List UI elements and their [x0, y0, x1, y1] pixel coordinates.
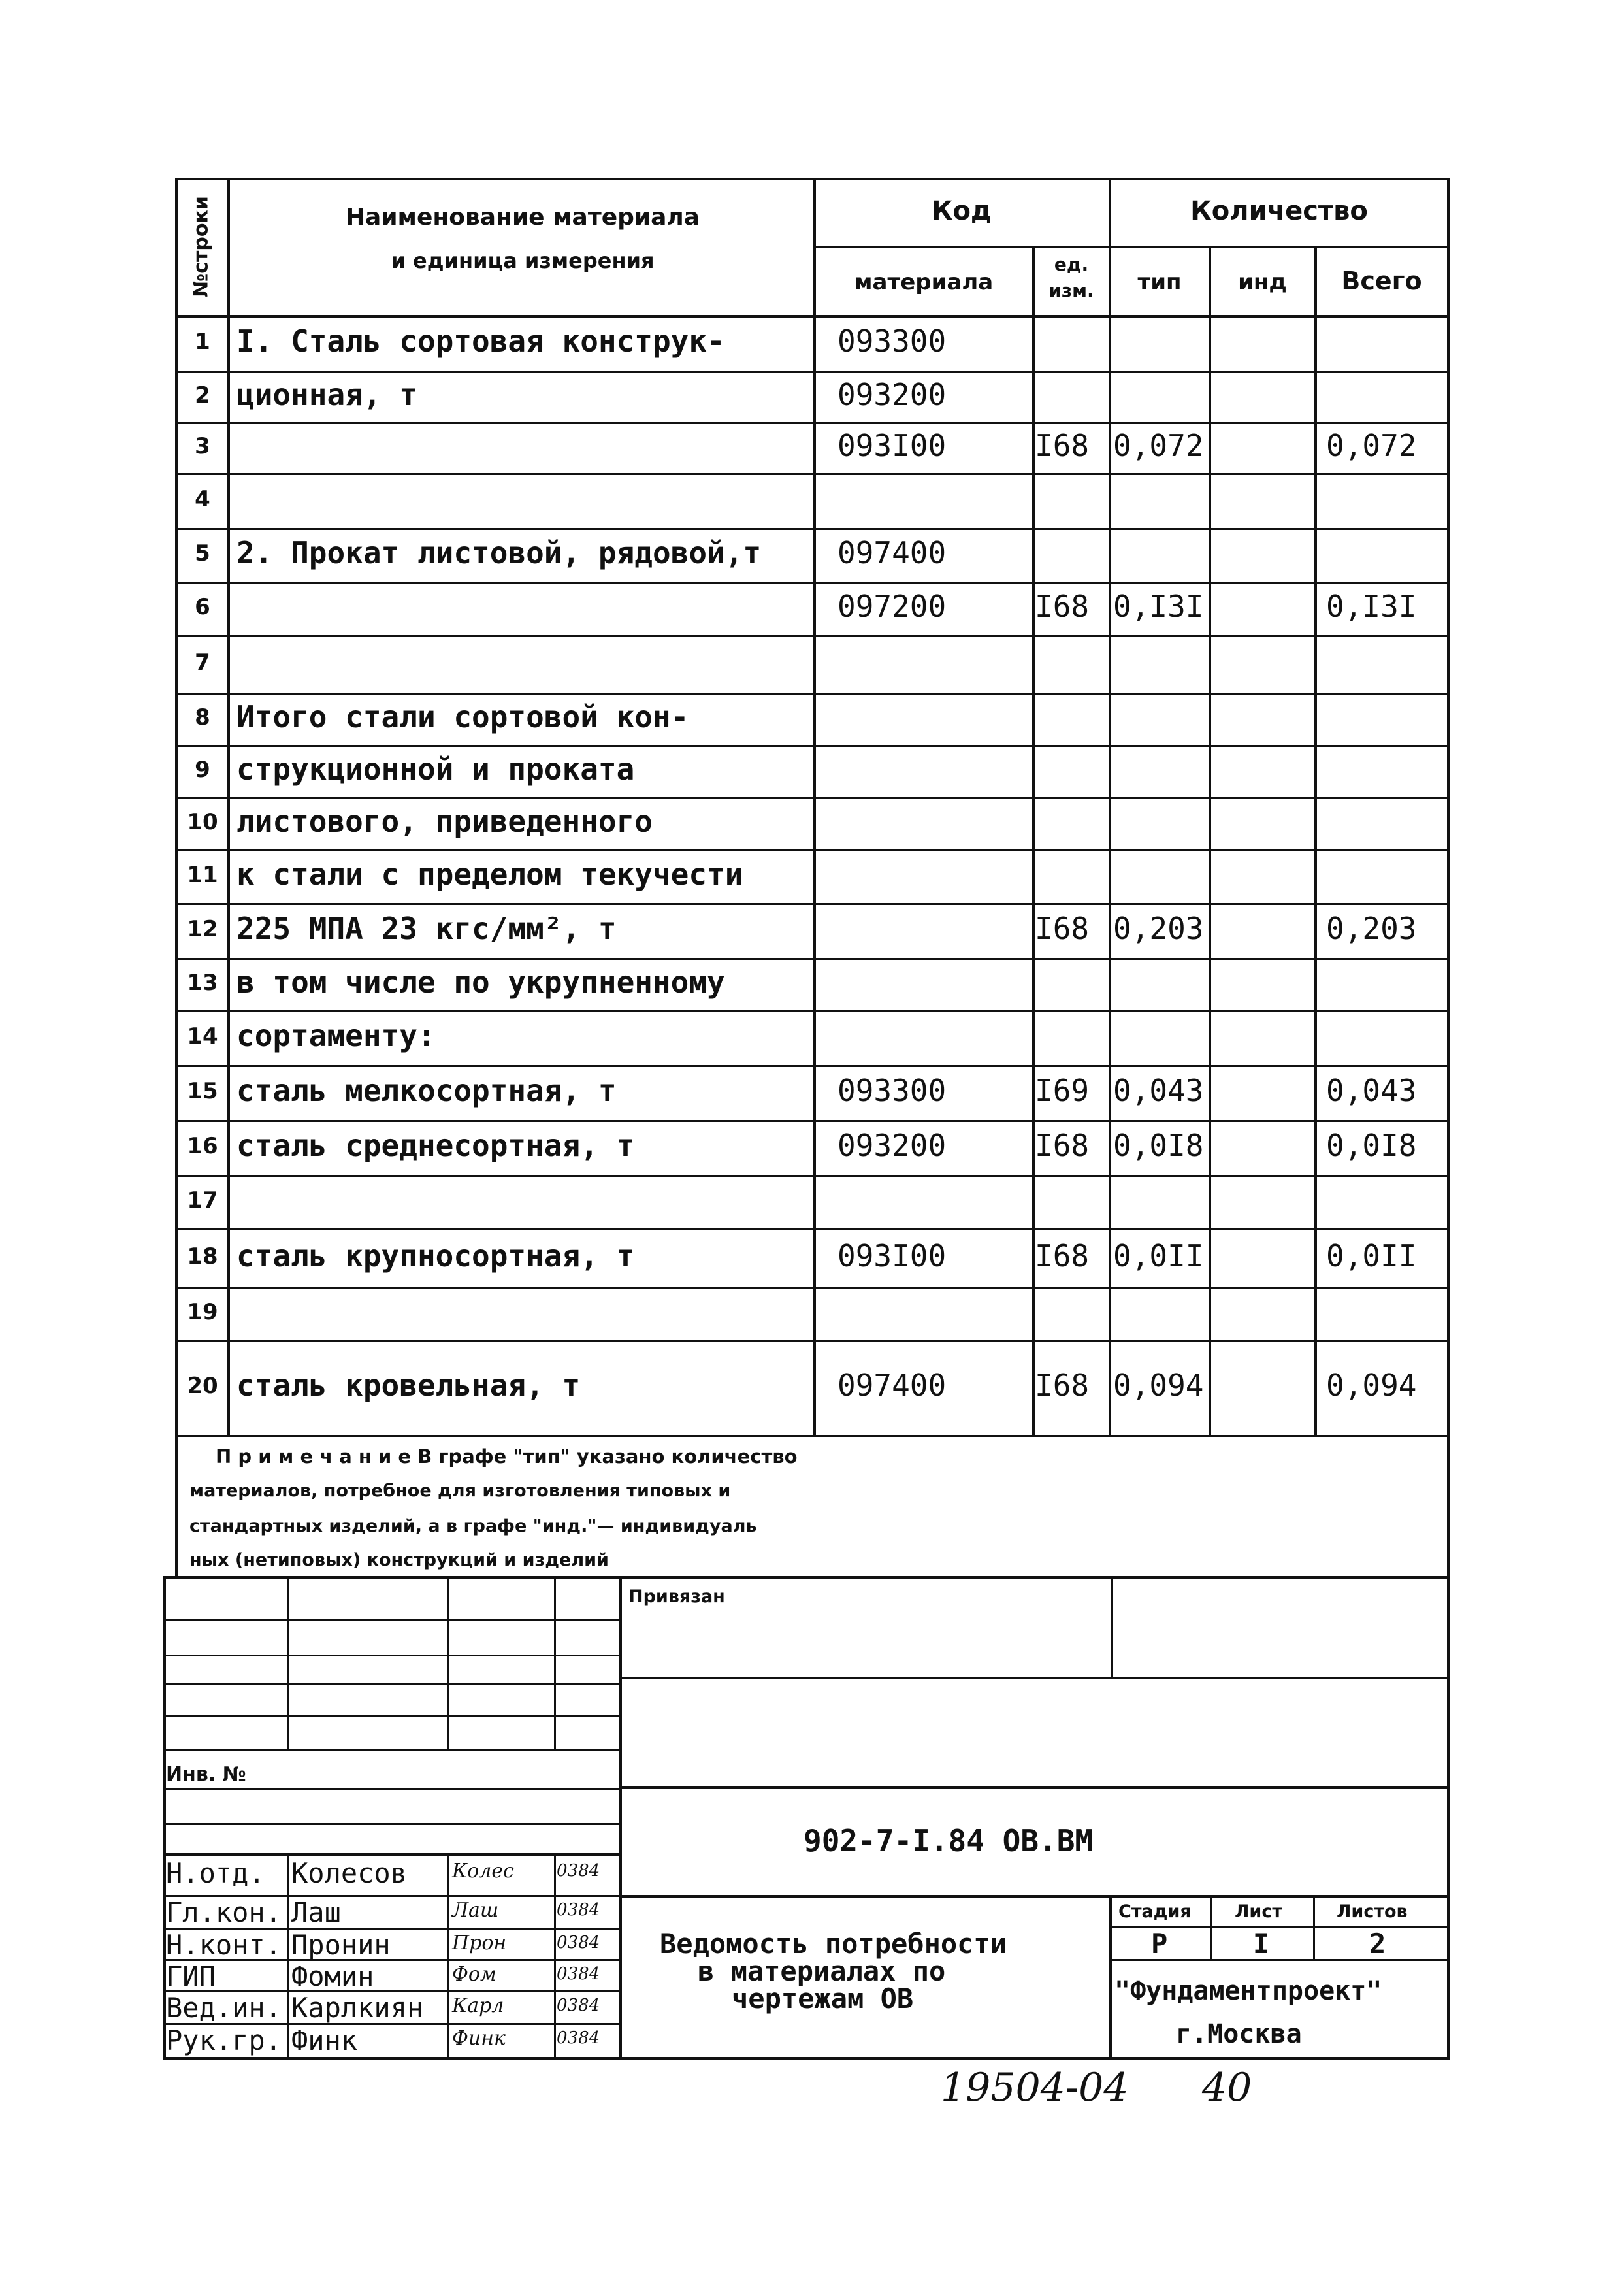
sheets-value: 2	[1369, 1928, 1386, 1960]
unit-code: I68	[1035, 428, 1090, 463]
material-code: 093I00	[837, 428, 947, 463]
quantity-type: 0,0I8	[1113, 1128, 1204, 1163]
material-code: 093300	[837, 323, 947, 359]
row-number: 15	[187, 1078, 218, 1104]
material-code: 093I00	[837, 1238, 947, 1274]
signature: Колес	[452, 1860, 514, 1883]
signature: Прон	[452, 1932, 507, 1954]
name-header-line1: Наименование материала	[345, 204, 700, 231]
stage-value: Р	[1151, 1928, 1168, 1960]
quantity-header: Количество	[1190, 196, 1368, 226]
unit-code: I68	[1035, 1238, 1090, 1274]
document-title-line2: в материалах по	[698, 1955, 946, 1987]
row-number: 14	[187, 1023, 218, 1049]
signer-name: Лаш	[291, 1896, 341, 1928]
material-name: I. Сталь сортовая конструк-	[236, 323, 725, 359]
document-title-line1: Ведомость потребности	[660, 1928, 1007, 1960]
material-name: сталь кровельная, т	[236, 1368, 581, 1403]
quantity-type: 0,0II	[1113, 1238, 1204, 1274]
document-title-line3: чертежам ОВ	[732, 1983, 914, 2015]
material-name: Итого стали сортовой кон-	[236, 699, 689, 734]
material-code: 097200	[837, 589, 947, 624]
signer-role: ГИП	[166, 1960, 216, 1992]
organization-city: г.Москва	[1176, 2019, 1302, 2049]
signer-name: Карлкиян	[291, 1992, 424, 2024]
row-number: 1	[195, 329, 210, 355]
signer-name: Пронин	[291, 1929, 391, 1961]
signature-date: 0384	[557, 1964, 600, 1984]
total-header: Всего	[1341, 267, 1422, 295]
quantity-total: 0,043	[1326, 1073, 1417, 1108]
row-number: 11	[187, 862, 218, 888]
quantity-type: 0,I3I	[1113, 589, 1204, 624]
type-header: тип	[1137, 269, 1182, 295]
row-number: 5	[195, 540, 210, 567]
signature-date: 0384	[557, 1933, 600, 1952]
signature-date: 0384	[557, 1900, 600, 1920]
stage-label: Стадия	[1118, 1902, 1192, 1922]
row-number: 9	[195, 757, 210, 783]
row-number: 3	[195, 433, 210, 459]
name-header-line2: и единица измерения	[391, 248, 655, 273]
material-name: листового, приведенного	[236, 804, 653, 839]
unit-code: I68	[1035, 1368, 1090, 1403]
signature-date: 0384	[557, 2028, 600, 2048]
material-code: 093200	[837, 1128, 947, 1163]
quantity-total: 0,0I8	[1326, 1128, 1417, 1163]
quantity-type: 0,072	[1113, 428, 1204, 463]
quantity-total: 0,203	[1326, 911, 1417, 946]
quantity-total: 0,I3I	[1326, 589, 1417, 624]
row-number: 20	[187, 1373, 218, 1399]
signature: Фом	[452, 1963, 496, 1986]
row-number: 12	[187, 916, 218, 942]
quantity-type: 0,043	[1113, 1073, 1204, 1108]
row-number: 7	[195, 650, 210, 676]
signature: Лаш	[452, 1899, 499, 1922]
material-code: 097400	[837, 1368, 947, 1403]
material-name: к стали с пределом текучести	[236, 857, 743, 892]
material-code: 097400	[837, 535, 947, 570]
signer-role: Гл.кон.	[166, 1896, 282, 1928]
row-number-header: №строки	[189, 196, 213, 297]
quantity-total: 0,072	[1326, 428, 1417, 463]
material-name: 2. Прокат листовой, рядовой,т	[236, 535, 762, 570]
signature: Финк	[452, 2027, 506, 2050]
signature-date: 0384	[557, 1861, 600, 1881]
signer-name: Колесов	[291, 1857, 408, 1889]
row-number: 16	[187, 1133, 218, 1159]
quantity-type: 0,203	[1113, 911, 1204, 946]
signer-role: Вед.ин.	[166, 1992, 282, 2024]
row-number: 8	[195, 704, 210, 731]
material-name: ционная, т	[236, 377, 417, 412]
signer-name: Фомин	[291, 1960, 374, 1992]
sheet-value: I	[1253, 1928, 1270, 1960]
unit-header-line1: ед.	[1054, 254, 1089, 275]
material-name: в том числе по укрупненному	[236, 964, 725, 1000]
sheets-label: Листов	[1337, 1902, 1408, 1922]
material-name: сталь среднесортная, т	[236, 1128, 635, 1163]
sheet-label: Лист	[1235, 1902, 1282, 1922]
material-code: 093300	[837, 1073, 947, 1108]
row-number: 2	[195, 382, 210, 408]
page-number: 40	[1202, 2065, 1252, 2111]
signer-name: Финк	[291, 2024, 358, 2056]
material-header: материала	[854, 269, 994, 295]
ind-header: инд	[1238, 269, 1287, 295]
note-line-4: ных (нетиповых) конструкций и изделий	[189, 1550, 609, 1570]
row-number: 19	[187, 1299, 218, 1325]
material-name: струкционной и проката	[236, 751, 635, 787]
signature: Карл	[452, 1994, 504, 2017]
row-number: 18	[187, 1243, 218, 1270]
privyazan-label: Привязан	[628, 1587, 725, 1607]
note-line-3: стандартных изделий, а в графе "инд."— индивидуаль	[189, 1516, 757, 1536]
material-code: 093200	[837, 377, 947, 412]
material-name: сталь мелкосортная, т	[236, 1073, 617, 1108]
unit-code: I69	[1035, 1073, 1090, 1108]
unit-code: I68	[1035, 589, 1090, 624]
signer-role: Н.конт.	[166, 1929, 282, 1961]
unit-code: I68	[1035, 1128, 1090, 1163]
unit-header-line2: изм.	[1048, 280, 1094, 301]
row-number: 10	[187, 809, 218, 835]
quantity-total: 0,094	[1326, 1368, 1417, 1403]
code-header: Код	[931, 196, 992, 226]
row-number: 6	[195, 594, 210, 620]
quantity-total: 0,0II	[1326, 1238, 1417, 1274]
archive-number: 19504-04	[941, 2065, 1129, 2111]
document-code: 902-7-I.84 ОВ.ВМ	[804, 1823, 1094, 1858]
row-number: 17	[187, 1187, 218, 1213]
quantity-type: 0,094	[1113, 1368, 1204, 1403]
signer-role: Рук.гр.	[166, 2024, 282, 2056]
signer-role: Н.отд.	[166, 1857, 265, 1889]
inventory-number-label: Инв. №	[166, 1763, 246, 1786]
material-name: сортаменту:	[236, 1018, 436, 1053]
note-line-2: материалов, потребное для изготовления типовых и	[189, 1481, 731, 1501]
organization-name: "Фундаментпроект"	[1114, 1976, 1382, 2006]
signature-date: 0384	[557, 1996, 600, 2015]
row-number: 13	[187, 970, 218, 996]
note-line-1: П р и м е ч а н и е В графе "тип" указано количество	[216, 1445, 798, 1468]
unit-code: I68	[1035, 911, 1090, 946]
row-number: 4	[195, 486, 210, 512]
material-name: 225 МПА 23 кгс/мм², т	[236, 911, 617, 946]
material-name: сталь крупносортная, т	[236, 1238, 635, 1274]
